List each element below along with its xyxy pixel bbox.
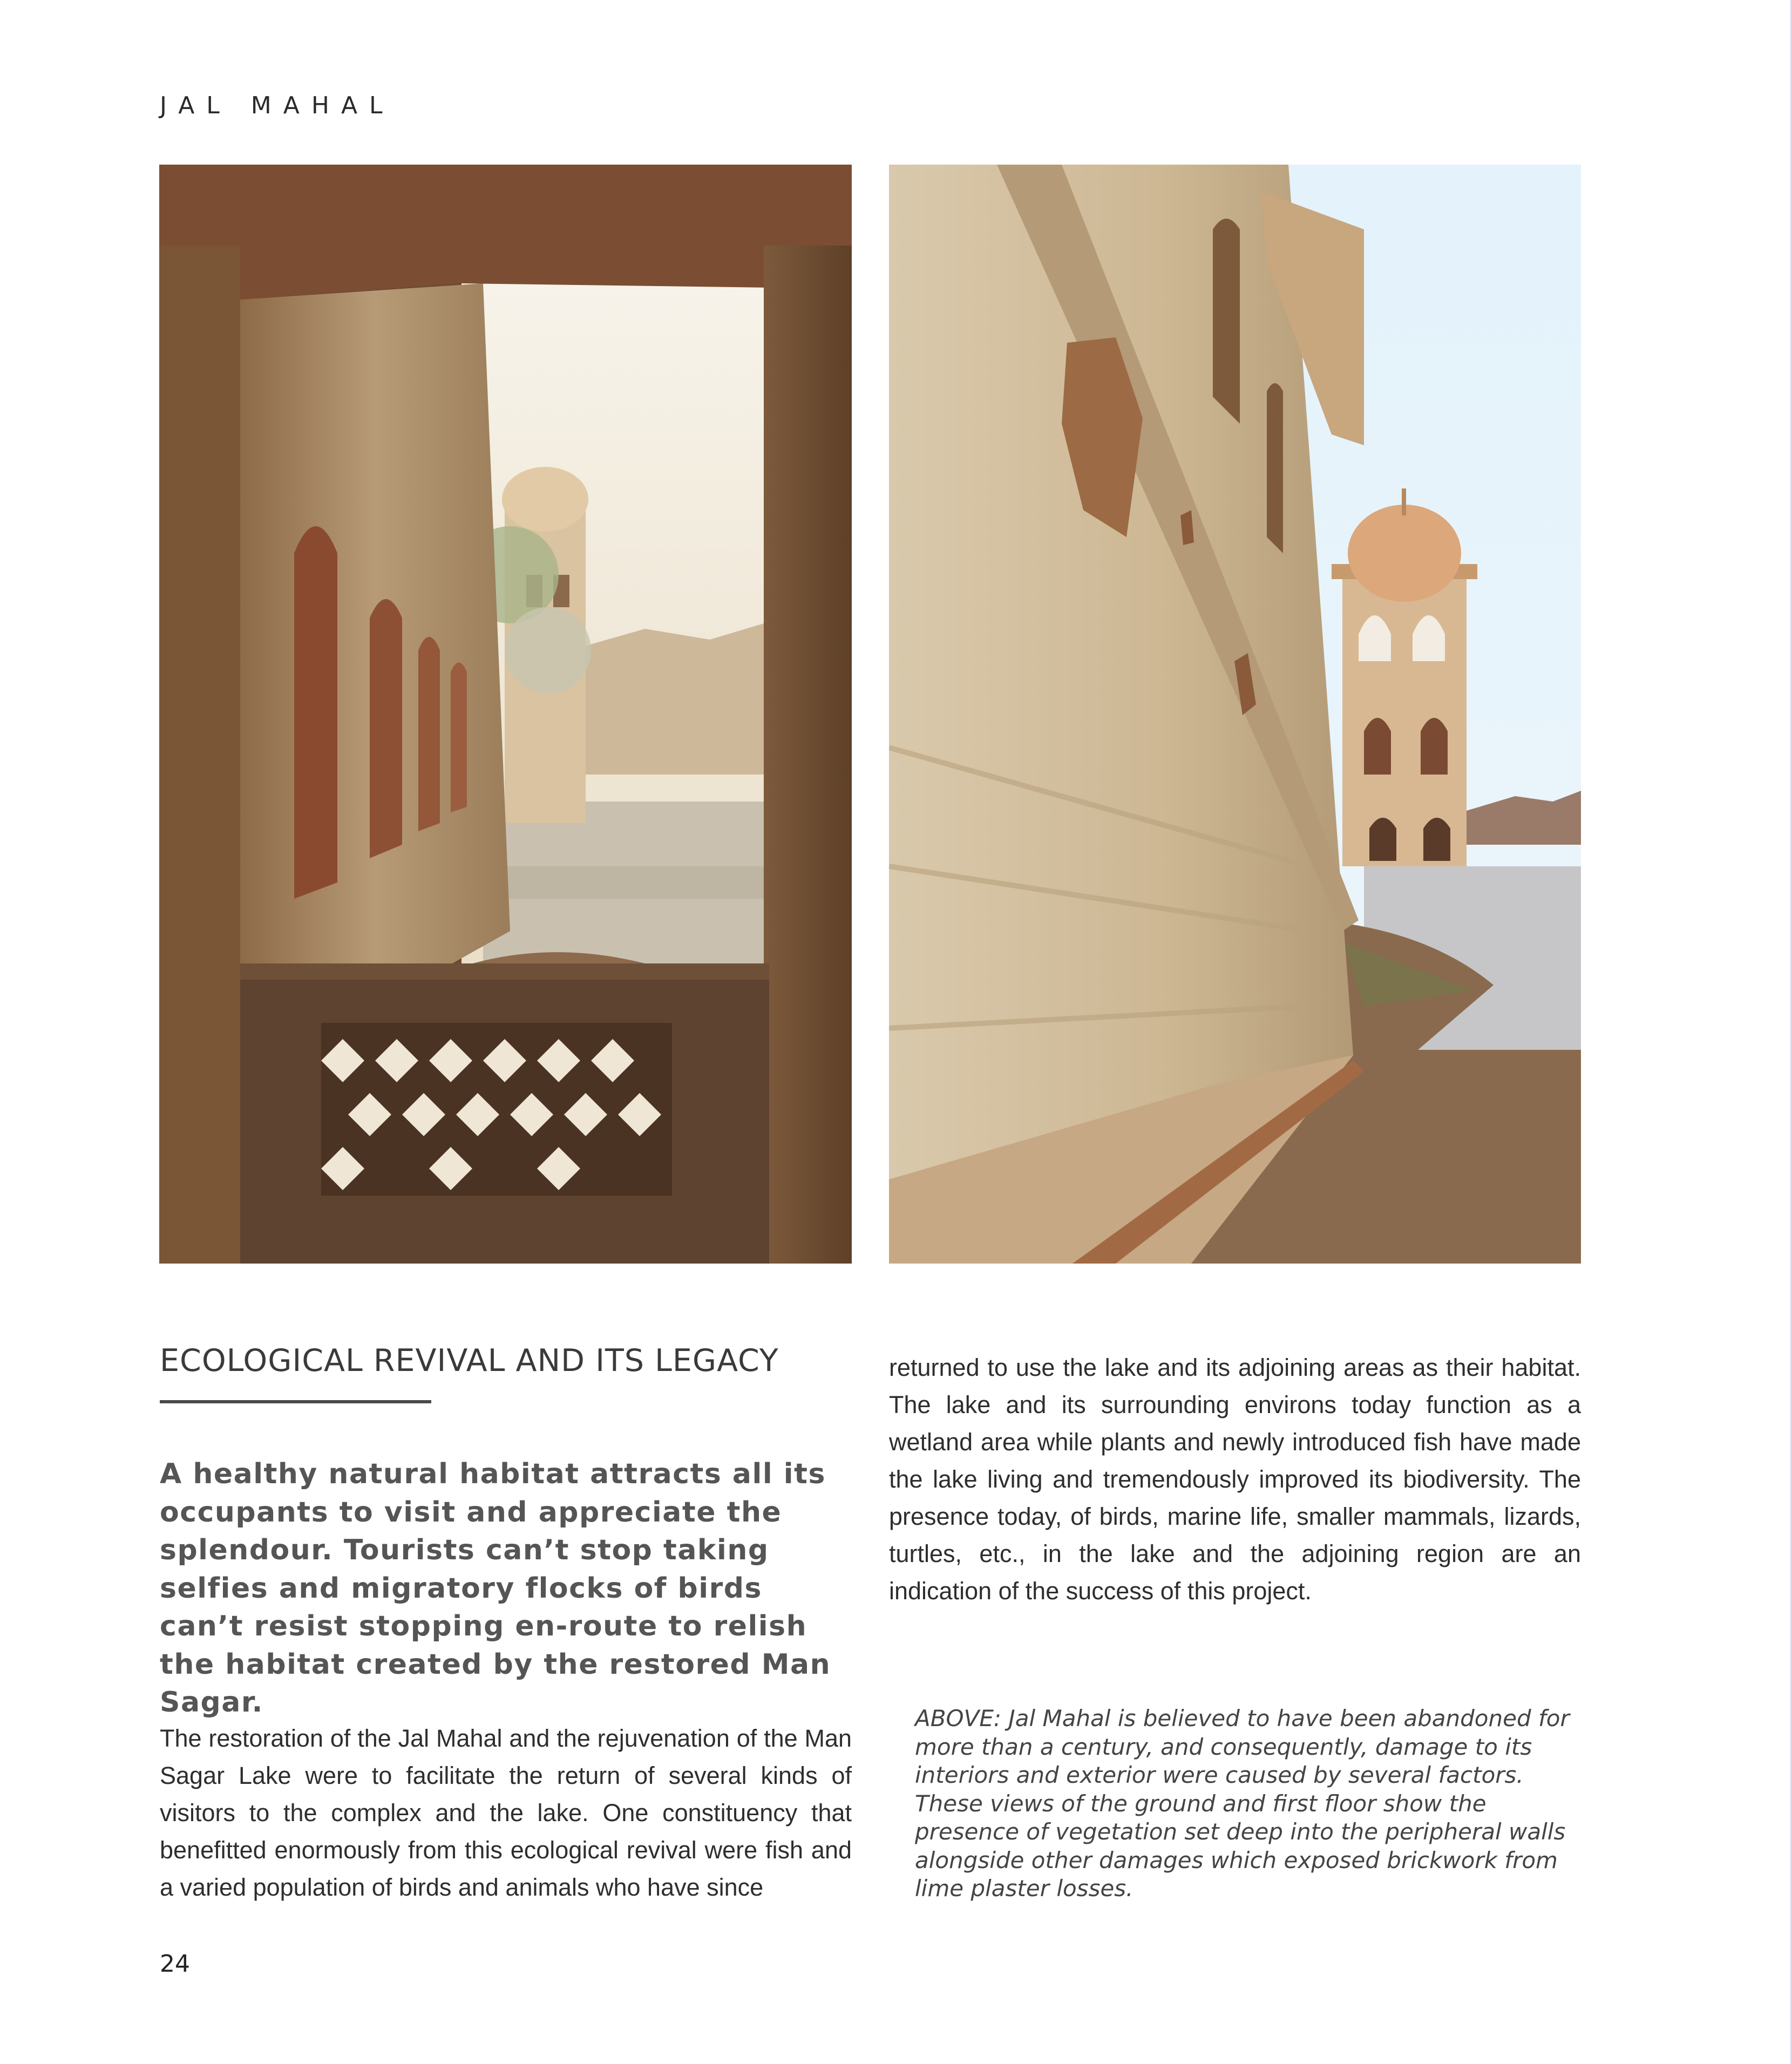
body-text-column-right: returned to use the lake and its adjoining areas as their habitat. The lake and its surrounding environs today function as a wetland area while plants and newly introduced fish have made the lake living and tremendously improved its biodiversity. The presence today, of birds, marine life, smaller mammals, lizards, turtles, etc., in the lake and the adjoining region are an indication of the success of this project. bbox=[889, 1354, 1581, 1605]
page-number: 24 bbox=[160, 1950, 190, 1978]
running-header: JAL MAHAL bbox=[160, 92, 395, 119]
body-text-column-left: The restoration of the Jal Mahal and the rejuvenation of the Man Sagar Lake were to facilitate the return of several kinds of visitors to the complex and the lake. One constituency that benefitted enormously from this ecological revival were fish and a varied population of birds and animals who have since bbox=[160, 1724, 852, 1901]
section-heading: ECOLOGICAL REVIVAL AND ITS LEGACY bbox=[160, 1343, 779, 1379]
corridor-photo-illustration bbox=[159, 165, 852, 1264]
photo-caption: ABOVE: Jal Mahal is believed to have been abandoned for more than a century, and consequently, damage to its interiors and exterior were caused by several factors. These views of the ground and first floor show the presence of vegetation set deep into the peripheral walls alongside other damages which exposed brickwork from lime plaster losses. bbox=[915, 1705, 1570, 1902]
photo-right bbox=[889, 165, 1581, 1264]
lead-paragraph: A healthy natural habitat attracts all its occupants to visit and appreciate the splendour. Tourists can’t stop taking selfies and migratory flocks of birds can’t resist stopping en-route to relish the habitat created by the restored Man Sagar. bbox=[160, 1458, 831, 1719]
heading-underline bbox=[160, 1400, 431, 1403]
outer-wall-photo-illustration bbox=[889, 165, 1581, 1264]
photo-left bbox=[159, 165, 852, 1264]
